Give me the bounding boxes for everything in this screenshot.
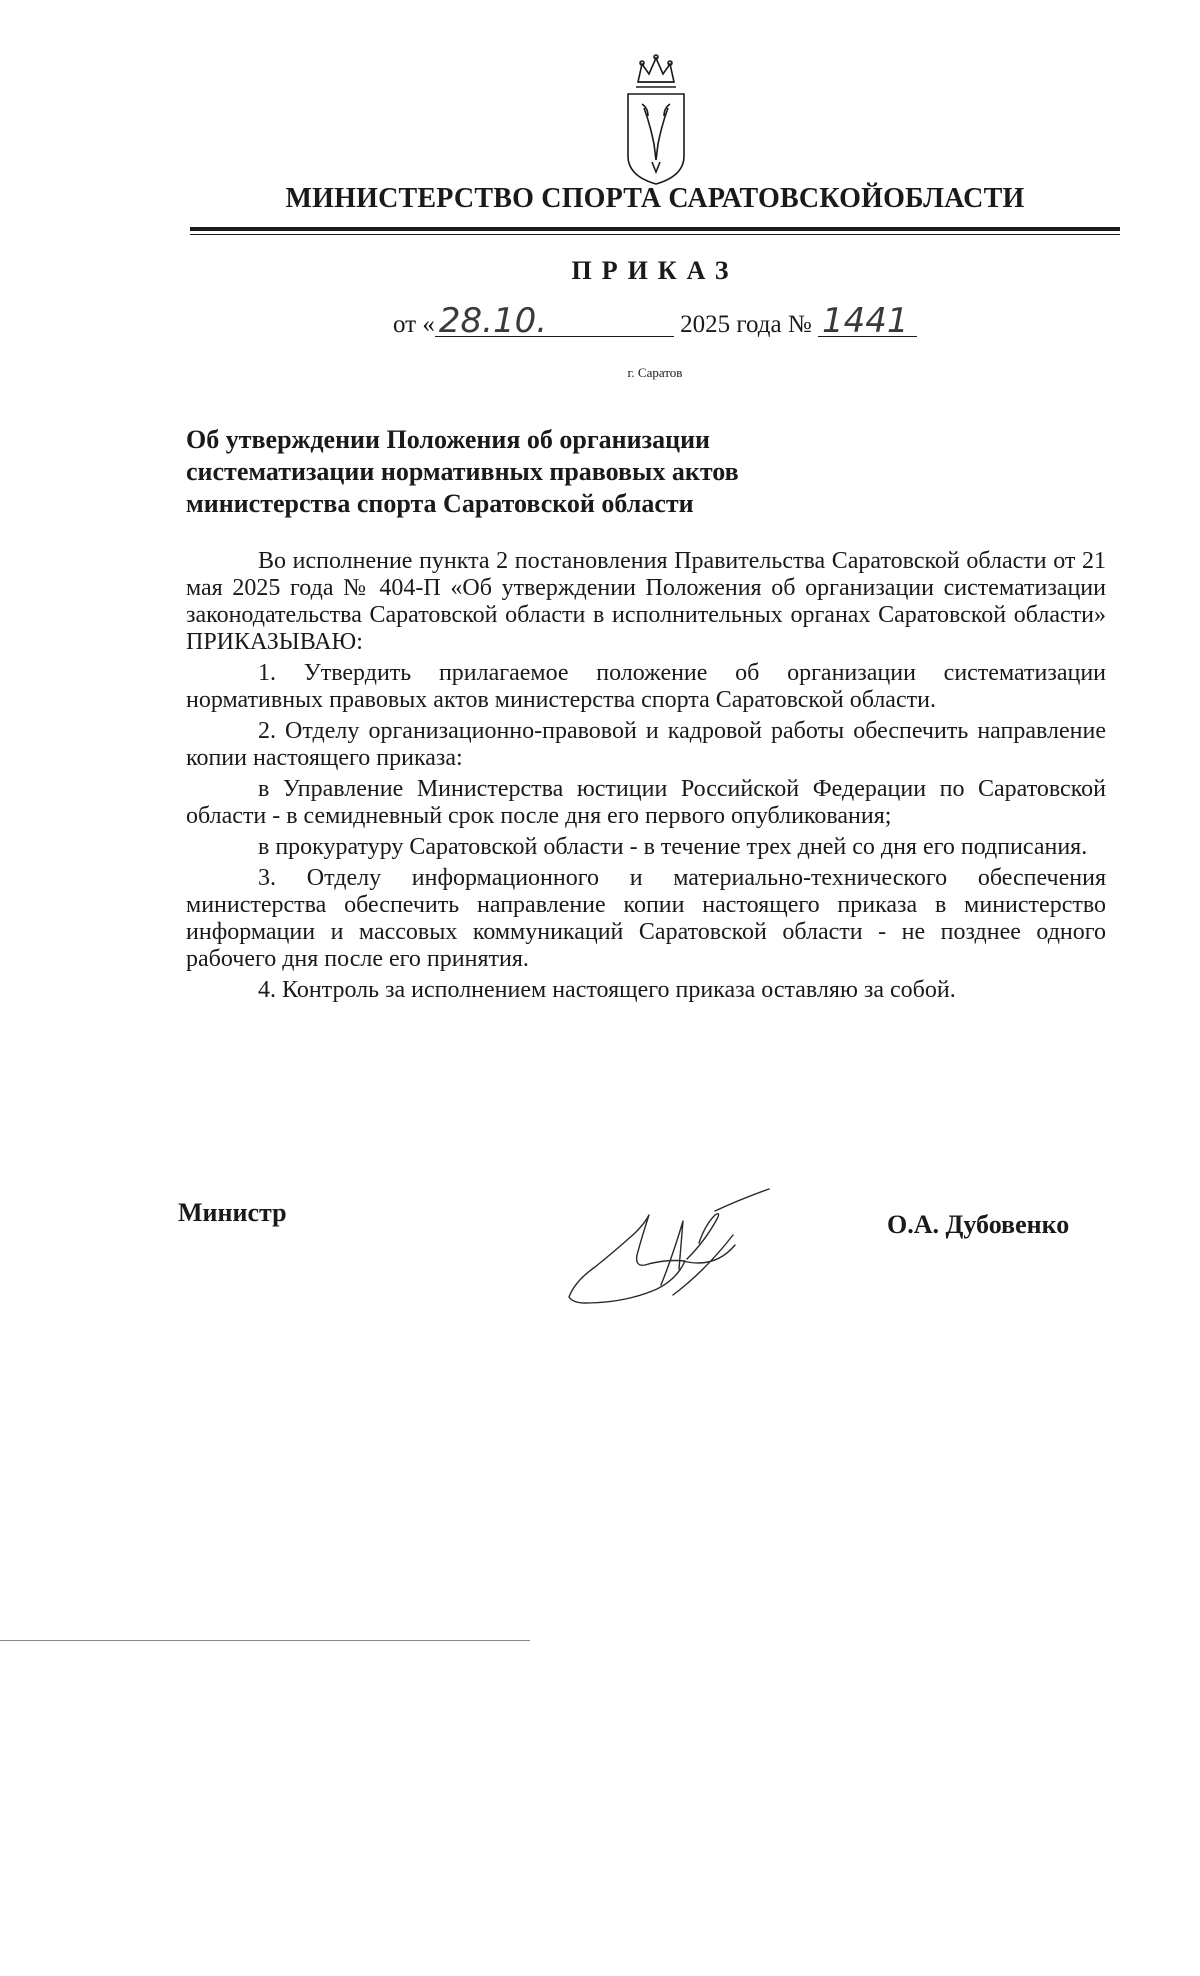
date-line <box>190 301 1120 341</box>
ministry-name: МИНИСТЕРСТВО СПОРТА САРАТОВСКОЙОБЛАСТИ <box>285 183 1025 214</box>
body-paragraph: 1. Утвердить прилагаемое положение об организации систематизации нормативных правовых актов министерства спорта Саратовской области. <box>186 660 1106 713</box>
body-paragraph: в Управление Министерства юстиции Российской Федерации по Саратовской области - в семидневный срок после дня его первого опубликования; <box>186 776 1106 829</box>
coat-of-arms-icon <box>618 52 694 188</box>
subject-line: систематизации нормативных правовых актов <box>186 457 739 486</box>
year-text: 2025 года № <box>680 311 812 338</box>
subject-line: Об утверждении Положения об организации <box>186 425 711 454</box>
signatory-title: Министр <box>178 1198 287 1227</box>
signatory-name: О.А. Дубовенко <box>887 1210 1070 1239</box>
date-prefix: от « <box>393 311 435 338</box>
subject-line: министерства спорта Саратовской области <box>186 489 694 518</box>
footer-rule <box>0 1640 530 1641</box>
signature-icon <box>565 1185 775 1310</box>
body-paragraph: Во исполнение пункта 2 постановления Правительства Саратовской области от 21 мая 2025 года № 404-П «Об утверждении Положения об организации систематизации законодательства Саратовской области в исполнительных органах Саратовской области» ПРИКАЗЫВАЮ: <box>186 548 1106 655</box>
order-body <box>186 548 1106 1008</box>
handwritten-number: 1441 <box>818 306 917 337</box>
header-rule-thin <box>190 234 1120 235</box>
header-rule-thick <box>190 227 1120 231</box>
body-paragraph: 2. Отделу организационно-правовой и кадровой работы обеспечить направление копии настоящего приказа: <box>186 718 1106 771</box>
subject-title <box>186 424 826 520</box>
body-paragraph: в прокуратуру Саратовской области - в течение трех дней со дня его подписания. <box>258 834 1088 860</box>
document-type: ПРИКАЗ <box>571 256 739 285</box>
city: г. Саратов <box>627 365 683 380</box>
handwritten-date: 28.10. <box>435 306 674 337</box>
body-paragraph: 4. Контроль за исполнением настоящего приказа оставляю за собой. <box>258 977 956 1003</box>
body-paragraph: 3. Отделу информационного и материально-технического обеспечения министерства обеспечить направление копии настоящего приказа в министерство информации и массовых коммуникаций Саратовской области - не позднее одного рабочего дня после его принятия. <box>186 865 1106 972</box>
